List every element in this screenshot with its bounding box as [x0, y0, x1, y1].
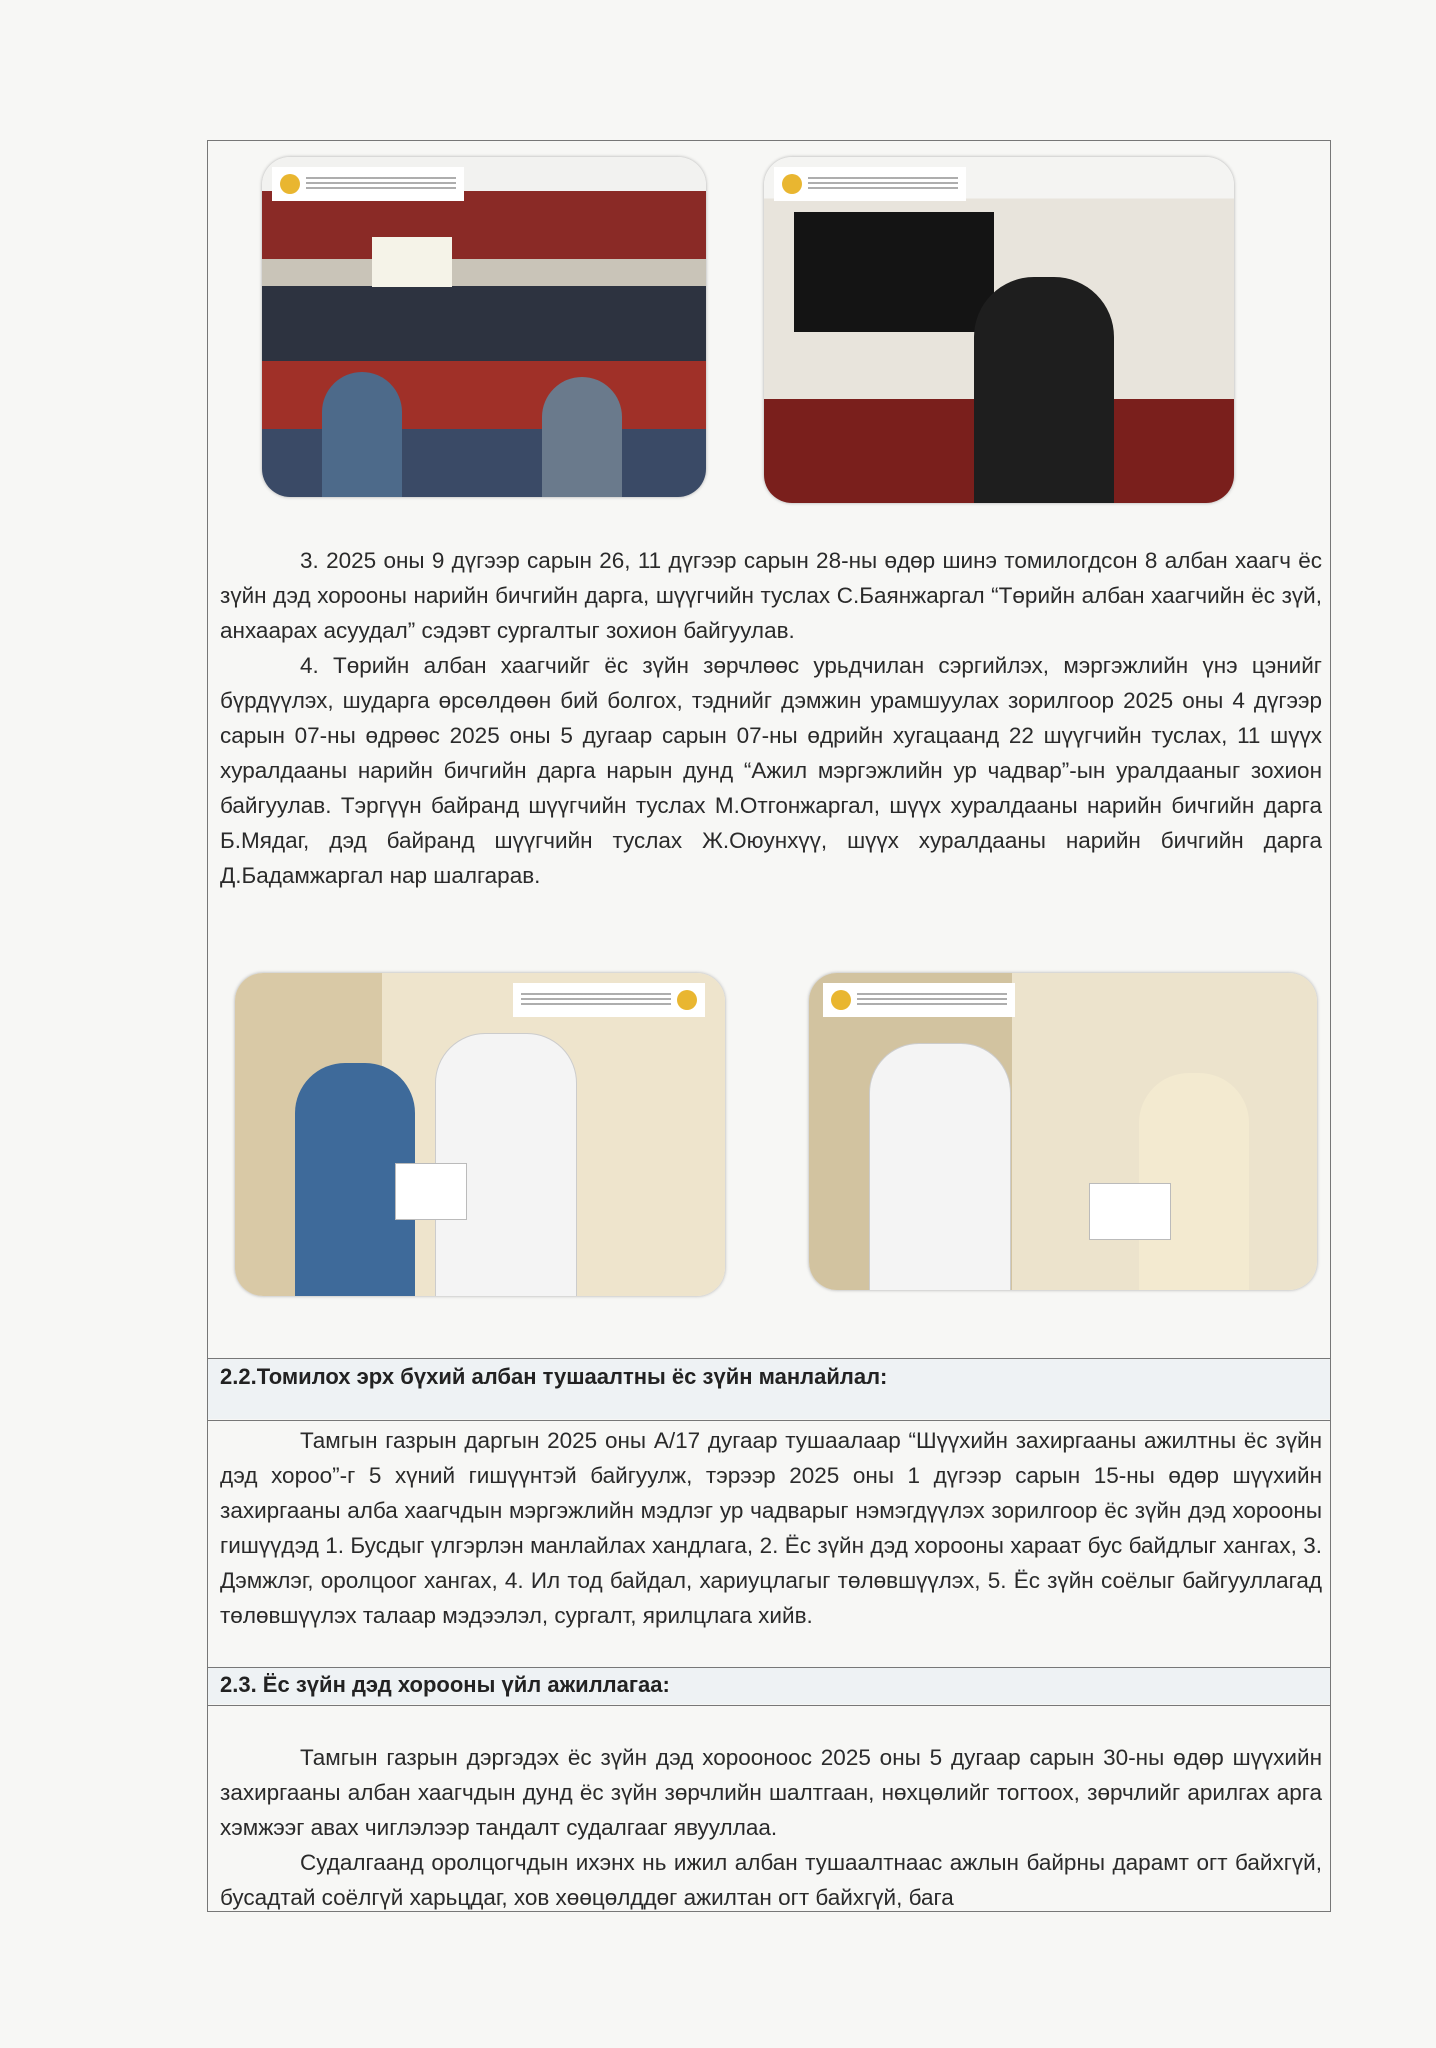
training-hall-photo [262, 157, 706, 497]
paragraph: Тамгын газрын дэргэдэх ёс зүйн дэд хорооноос 2025 оны 5 дугаар сарын 30-ны өдөр шүүхийн захиргааны албан хаагчдын дунд ёс зүйн зөрчлийн шалтгаан, нөхцөлийг тогтоох, зөрчлийг арилгах арга хэмжээг авах чиглэлээр тандалт судалгааг явууллаа. [220, 1745, 1322, 1840]
divider [207, 1705, 1331, 1706]
section-heading-2-3: 2.3. Ёс зүйн дэд хорооны үйл ажиллагаа: [220, 1672, 670, 1697]
speaker-podium-photo [764, 157, 1234, 503]
court-seal-logo [774, 167, 966, 201]
paragraph: Тамгын газрын даргын 2025 оны А/17 дугаар тушаалаар “Шүүхийн захиргааны ажилтны ёс зүйн дэд хороо”-г 5 хүний гишүүнтэй байгуулж, тэрээр 2025 оны 1 дүгээр сарын 15-ны өдөр шүүхийн захиргааны алба хаагчдын мэргэжлийн мэдлэг ур чадварыг нэмэгдүүлэх зорилгоор ёс зүйн дэд хорооны гишүүдэд 1. Бусдыг үлгэрлэн манлайлах хандлага, 2. Ёс зүйн дэд хорооны хараат бус байдлыг хангах, 3. Дэмжлэг, оролцоог хангах, 4. Ил тод байдал, хариуцлагыг төлөвшүүлэх, 5. Ёс зүйн соёлыг байгууллагад төлөвшүүлэх талаар мэдээлэл, сургалт, ярилцлага хийв. [220, 1428, 1322, 1628]
divider [207, 1420, 1331, 1421]
section-2-3-body [220, 1740, 1322, 1915]
court-seal-logo [272, 167, 464, 201]
paragraph-item-3: 3. 2025 оны 9 дүгээр сарын 26, 11 дүгээр сарын 28-ны өдөр шинэ томилогдсон 8 албан хаагч ёс зүйн дэд хорооны нарийн бичгийн дарга, шүүгчийн туслах С.Баянжаргал “Төрийн албан хаагчийн ёс зүй, анхаарах асуудал” сэдэвт сургалтыг зохион байгуулав. [220, 548, 1322, 643]
paragraph: Судалгаанд оролцогчдын ихэнх нь ижил албан тушаалтнаас ажлын байрны дарамт огт байхгүй, бусадтай соёлгүй харьцдаг, хов хөөцөлддөг ажилтан огт байхгүй, бага [220, 1850, 1322, 1910]
court-seal-logo [823, 983, 1015, 1017]
paragraph-item-4: 4. Төрийн албан хаагчийг ёс зүйн зөрчлөөс урьдчилан сэргийлэх, мэргэжлийн үнэ цэнийг бүрдүүлэх, шударга өрсөлдөөн бий болгох, тэднийг дэмжин урамшуулах зорилгоор 2025 оны 4 дүгээр сарын 07-ны өдрөөс 2025 оны 5 дугаар сарын 07-ны өдрийн хугацаанд 22 шүүгчийн туслах, 11 шүүх хуралдааны нарийн бичгийн дарга нарын дунд “Ажил мэргэжлийн ур чадвар”-ын уралдааныг зохион байгуулав. Тэргүүн байранд шүүгчийн туслах М.Отгонжаргал, шүүх хуралдааны нарийн бичгийн дарга Б.Мядаг, дэд байранд шүүгчийн туслах Ж.Оюунхүү, шүүх хуралдааны нарийн бичгийн дарга Д.Бадамжаргал нар шалгарав. [220, 653, 1322, 888]
court-seal-logo [513, 983, 705, 1017]
section-2-2-body [220, 1423, 1322, 1633]
section-heading-2-2: 2.2.Томилох эрх бүхий албан тушаалтны ёс зүйн манлайлал: [220, 1364, 888, 1389]
award-ceremony-photo-2 [809, 973, 1317, 1290]
intro-section [220, 543, 1322, 893]
award-ceremony-photo-1 [235, 973, 725, 1296]
